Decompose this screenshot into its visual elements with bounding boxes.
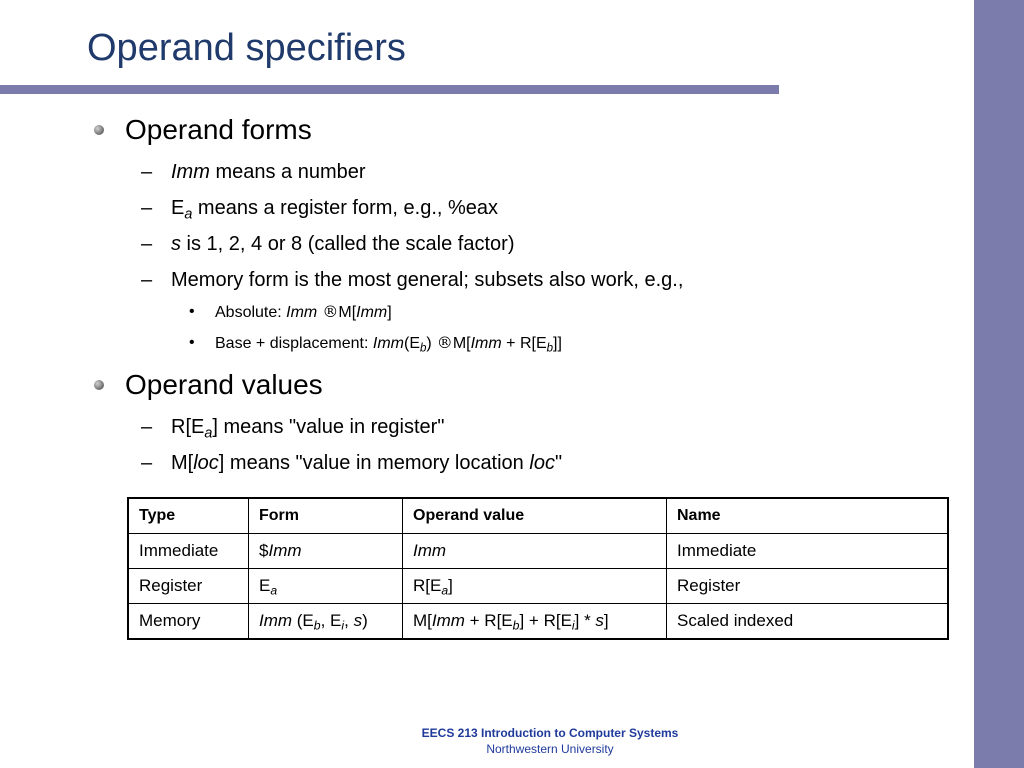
base-disp-m-open: M[ <box>452 335 471 352</box>
base-disp-m-close: ]] <box>553 335 562 352</box>
item-scale <box>171 231 515 257</box>
base-disp-prefix: Base + displacement: <box>215 335 373 352</box>
form-sep: , E <box>320 611 342 630</box>
imm-text: means a number <box>209 161 366 183</box>
arrow-icon: ® <box>317 302 339 321</box>
base-disp-sub-b: b <box>419 342 427 355</box>
value-imm: Imm <box>413 541 447 560</box>
table-cell: Register <box>128 569 249 604</box>
form-sub: a <box>270 583 278 598</box>
table-cell: Immediate <box>667 534 949 569</box>
item-absolute <box>215 301 392 324</box>
mem-prefix: M[ <box>171 452 194 474</box>
value-plus1: + R[E <box>464 611 513 630</box>
value-sub: a <box>441 583 449 598</box>
item-base-displacement <box>215 332 562 355</box>
form-close: ) <box>362 611 368 630</box>
footer-course: EECS 213 Introduction to Computer Systems <box>421 726 679 740</box>
value-open: M[ <box>413 611 432 630</box>
form-imm: Imm <box>259 611 293 630</box>
base-disp-imm: Imm <box>372 335 404 352</box>
table-header-cell: Form <box>249 498 403 534</box>
arrow-icon: ® <box>431 333 453 352</box>
dash-icon: – <box>141 197 153 219</box>
ea-sub: a <box>184 206 193 223</box>
operand-table <box>127 497 949 640</box>
table-cell <box>249 569 403 604</box>
table-cell <box>249 534 403 569</box>
form-imm: Imm <box>268 541 302 560</box>
table-cell <box>403 534 667 569</box>
table-cell: Scaled indexed <box>667 604 949 640</box>
absolute-m-open: M[ <box>338 304 357 321</box>
dash-icon: – <box>141 269 153 291</box>
form-e: E <box>259 576 271 595</box>
table-header-cell: Name <box>667 498 949 534</box>
value-sub-b: b <box>512 618 520 633</box>
table-cell: Memory <box>128 604 249 640</box>
base-disp-m-imm: Imm <box>470 335 502 352</box>
item-memory-form: Memory form is the most general; subsets also work, e.g., <box>171 269 684 291</box>
imm-label: Imm <box>171 161 210 183</box>
item-imm <box>171 159 366 185</box>
reg-sub: a <box>204 425 213 442</box>
footer-university: Northwestern University <box>486 742 614 756</box>
reg-prefix: R[E <box>171 416 205 438</box>
table-header-cell: Type <box>128 498 249 534</box>
heading-operand-forms: Operand forms <box>125 114 312 145</box>
base-disp-sub-b2: b <box>546 342 554 355</box>
base-disp-close: ) <box>426 335 432 352</box>
absolute-prefix: Absolute: <box>215 304 287 321</box>
table-row <box>128 534 948 569</box>
table-cell <box>403 604 667 640</box>
table-header-cell: Operand value <box>403 498 667 534</box>
mem-loc: loc <box>193 452 219 474</box>
value-close: ] <box>448 576 453 595</box>
dash-icon: – <box>141 452 153 474</box>
form-s: s <box>353 611 363 630</box>
value-s: s <box>595 611 604 630</box>
dash-icon: – <box>141 416 153 438</box>
value-prefix: R[E <box>413 576 442 595</box>
dot-icon: • <box>189 303 195 320</box>
reg-text: ] means "value in register" <box>212 416 445 438</box>
value-mult: ] * <box>574 611 596 630</box>
table-cell: Register <box>667 569 949 604</box>
form-open: (E <box>292 611 314 630</box>
absolute-imm: Imm <box>286 304 318 321</box>
side-accent-bar <box>974 0 1024 768</box>
dash-icon: – <box>141 161 153 183</box>
s-text: is 1, 2, 4 or 8 (called the scale factor) <box>181 233 515 255</box>
ea-main: E <box>171 197 185 219</box>
s-label: s <box>171 233 181 255</box>
form-sub-b: b <box>313 618 321 633</box>
table-header-row <box>128 498 948 534</box>
item-memory-value <box>171 450 562 476</box>
form-sub-i: i <box>341 618 345 633</box>
base-disp-open: (E <box>403 335 420 352</box>
dash-icon: – <box>141 233 153 255</box>
absolute-m-close: ] <box>387 304 392 321</box>
heading-operand-values: Operand values <box>125 369 323 400</box>
base-disp-plus: + R[E <box>501 335 547 352</box>
mem-text: ] means "value in memory location <box>218 452 530 474</box>
slide-title: Operand specifiers <box>87 27 406 69</box>
mem-end: " <box>554 452 563 474</box>
bullet-icon <box>94 380 104 390</box>
table-row <box>128 604 948 640</box>
table-cell <box>403 569 667 604</box>
value-sub-i: i <box>571 618 575 633</box>
item-ea <box>171 195 498 221</box>
table-cell <box>249 604 403 640</box>
form-dollar: $ <box>259 541 269 560</box>
form-sep2: , <box>344 611 354 630</box>
absolute-m-imm: Imm <box>356 304 388 321</box>
title-underline-bar <box>0 85 779 94</box>
bullet-icon <box>94 125 104 135</box>
ea-text: means a register form, e.g., %eax <box>192 197 499 219</box>
table-cell: Immediate <box>128 534 249 569</box>
dot-icon: • <box>189 334 195 351</box>
value-plus2: ] + R[E <box>519 611 572 630</box>
mem-loc2: loc <box>529 452 555 474</box>
table-row <box>128 569 948 604</box>
value-imm: Imm <box>431 611 465 630</box>
item-register-value <box>171 414 444 440</box>
value-close: ] <box>603 611 609 630</box>
